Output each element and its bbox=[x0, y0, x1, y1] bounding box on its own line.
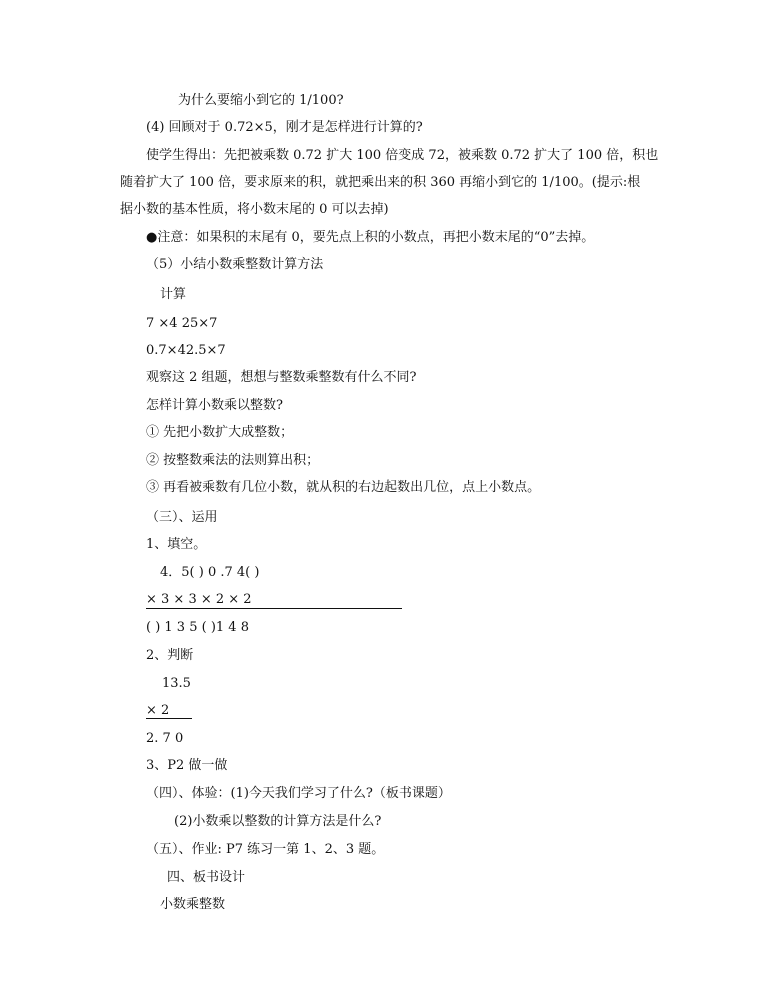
list-item: ① 先把小数扩大成整数； bbox=[146, 425, 294, 440]
section-heading: （5）小结小数乘整数计算方法 bbox=[146, 257, 324, 272]
text-line: 2、判断 bbox=[146, 648, 194, 663]
math-expression: 0.7×42.5×7 bbox=[146, 343, 226, 358]
section-heading: （四）、体验：(1)今天我们学习了什么?（板书课题） bbox=[146, 786, 451, 801]
calculation-underline bbox=[146, 608, 402, 609]
section-heading: 四、板书设计 bbox=[167, 870, 246, 885]
text-line: 随着扩大了 100 倍，要求原来的积，就把乘出来的积 360 再缩小到它的 1/100。(提示:根 bbox=[120, 175, 641, 190]
text-line: 怎样计算小数乘以整数? bbox=[146, 398, 283, 413]
text-line: 小数乘整数 bbox=[160, 897, 226, 912]
section-heading: （三）、运用 bbox=[146, 510, 218, 525]
vertical-calculation-row: ( ) 1 3 5 ( )1 4 8 bbox=[146, 620, 249, 635]
text-line: (2)小数乘以整数的计算方法是什么? bbox=[174, 814, 382, 829]
vertical-calculation-row: 13.5 bbox=[162, 676, 191, 691]
text-line: 3、P2 做一做 bbox=[146, 758, 228, 773]
text-line: 为什么要缩小到它的 1/100? bbox=[178, 93, 344, 108]
list-item: ③ 再看被乘数有几位小数，就从积的右边起数出几位，点上小数点。 bbox=[146, 480, 541, 495]
text-line: (4) 回顾对于 0.72×5，刚才是怎样进行计算的? bbox=[146, 120, 423, 135]
vertical-calculation-row: 2. 7 0 bbox=[146, 731, 184, 746]
list-item: ② 按整数乘法的法则算出积； bbox=[146, 453, 320, 468]
vertical-calculation-row: × 3 × 3 × 2 × 2 bbox=[146, 592, 252, 607]
text-line: 观察这 2 组题，想想与整数乘整数有什么不同? bbox=[146, 370, 417, 385]
calculation-underline bbox=[146, 718, 192, 719]
section-heading: （五）、作业: P7 练习一第 1、2、3 题。 bbox=[146, 842, 385, 857]
vertical-calculation-row: × 2 bbox=[146, 703, 170, 718]
math-expression: 7 ×4 25×7 bbox=[146, 316, 218, 331]
text-line: 计算 bbox=[160, 287, 187, 302]
text-line: 1、填空。 bbox=[146, 537, 207, 552]
text-line: 使学生得出：先把被乘数 0.72 扩大 100 倍变成 72，被乘数 0.72 扩大了 100 倍，积也 bbox=[146, 148, 659, 163]
note-line: ●注意：如果积的末尾有 0，要先点上积的小数点，再把小数末尾的“0”去掉。 bbox=[146, 230, 595, 245]
vertical-calculation-row: 4．5( ) 0 .7 4( ) bbox=[160, 565, 260, 580]
text-line: 据小数的基本性质，将小数末尾的 0 可以去掉) bbox=[120, 202, 389, 217]
